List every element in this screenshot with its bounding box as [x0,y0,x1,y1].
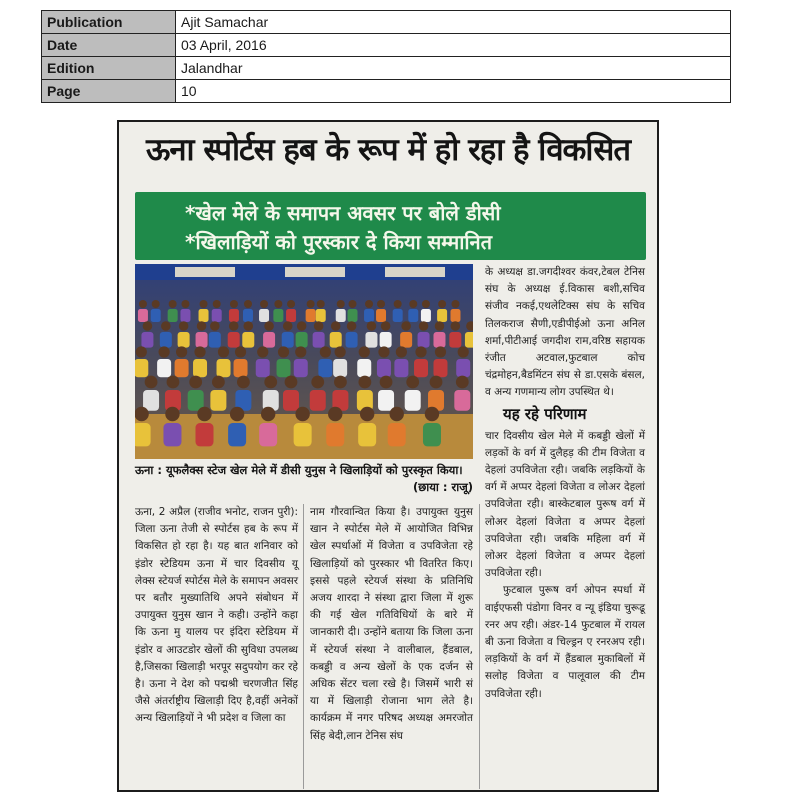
person-head [295,407,309,421]
person-head [264,376,277,389]
person-head [419,321,429,331]
person-figure [138,309,148,322]
photo-credit: (छाया : राजू) [412,480,473,494]
column-divider [479,504,480,789]
person-head [456,376,469,389]
person-figure [306,309,316,322]
person-figure [348,309,358,322]
person-head [197,407,211,421]
person-head [181,300,189,308]
person-head [425,407,439,421]
results-subheading: यह रहे परिणाम [503,404,587,423]
person-figure [408,309,418,322]
person-figure [259,309,269,322]
person-figure [336,309,346,322]
person-head [212,376,225,389]
person-head [257,346,268,357]
person-figure [259,423,277,446]
person-figure [433,332,445,348]
person-figure [160,332,172,348]
person-figure [310,390,326,411]
person-figure [286,309,296,322]
person-head [396,346,407,357]
person-head [317,300,325,308]
person-figure [313,332,325,348]
person-figure [143,390,159,411]
person-figure [163,423,181,446]
article-paragraph: फुटबाल पुरूष वर्ग ओपन स्पर्धा में वाईएफसी पंडोगा विनर व न्यू इंडिया चुरूढू रनर अप रही। अंडर-14 फुटबाल में रायल बी ऊना विजेता व चिल्ड्रन ए रनरअप रही। लड़कियों के वर्ग में हैंडबाल मुकाबिलों में सलोह विजेता व पालूवाल की टीम उपविजेता रही। [485,584,645,700]
metadata-row [42,80,731,103]
person-figure [449,332,461,348]
person-figure [273,309,283,322]
person-figure [283,390,299,411]
person-figure [465,332,473,348]
person-figure [294,359,308,377]
person-figure [450,309,460,322]
article-paragraph: ऊना, 2 अप्रैल (राजीव भनोट, राजन पुरी): जिला ऊना तेजी से स्पोर्टस हब के रूप में विकसित हो रहा है। यह बात शनिवार को इंडोर स्टेडियम ऊना में चार दिवसीय यू लेक्स स्टेयर्ज स्पोर्टस मेले के समापन अवसर पर बतौर मुख्यातिथि अपने संबोधन में उपायुक्त युनुस खान ने कही। उन्होंने कहा कि ऊना मु यालय पर इंदिरा स्टेडियम में इंडोर व आउटडोर खेलों की सुविधा उपलब्ध है,जिसका खिलाड़ी भरपूर सदुपयोग कर रहे है। ऊना ने देश को पद्मश्री चरणजीत सिंह जैसे अंतर्राष्ट्रीय खिलाड़ी दिए है,वहीं अनेकों अन्य खिलाड़ियों ने भी प्रदेश व जिला का [135,506,298,725]
person-figure [365,332,377,348]
person-head [438,300,446,308]
person-head [169,300,177,308]
photo-caption-text: ऊना : यूफलैक्स स्टेज खेल मेले में डीसी युनुस ने खिलाड़ियों को पुरस्कृत किया। [135,463,463,477]
person-head [235,346,246,357]
person-figure [199,309,209,322]
person-head [230,300,238,308]
person-head [165,407,179,421]
person-figure [193,359,207,377]
metadata-row [42,11,731,34]
person-figure [217,359,231,377]
person-figure [437,309,447,322]
person-figure [168,309,178,322]
person-figure [196,332,208,348]
person-head [179,321,189,331]
person-head [189,376,202,389]
person-head [422,300,430,308]
article-paragraph: चार दिवसीय खेल मेले में कबड्डी खेलों में लड़कों के वर्ग में दुलैहड़ की टीम विजेता व देहलां उपविजेता रही। जबकि लड़कियों के वर्ग में अप्पर देहलां विजेता व लोअर देहलां उपविजेता रही। बास्केटबाल पुरूष वर्ग में लोअर देहलां विजेता व अप्पर देहलां उपविजेता रही। जबकि महिला वर्ग में लोअर देहलां विजेता व अप्पर देहलां उपविजेता रही। [485,429,645,580]
person-figure [454,390,470,411]
person-figure [294,423,312,446]
person-head [218,346,229,357]
person-head [244,300,252,308]
column-divider [303,504,304,789]
person-head [145,376,158,389]
person-head [278,346,289,357]
article-column-2 [310,504,473,745]
person-head [135,407,149,421]
article-column-3 [485,264,645,703]
person-head [409,300,417,308]
person-head [415,346,426,357]
person-head [347,321,357,331]
person-head [136,346,147,357]
metadata-value: Ajit Samachar [176,11,731,34]
person-figure [242,332,254,348]
person-head [331,321,341,331]
person-head [320,346,331,357]
person-head [435,346,446,357]
person-figure [346,332,358,348]
person-head [451,300,459,308]
person-figure [212,309,222,322]
person-figure [333,359,347,377]
person-head [229,321,239,331]
person-head [458,346,469,357]
article-paragraph: नाम गौरवान्वित किया है। उपायुक्त युनुस खान ने स्पोर्टस मेले में आयोजित विभिन्न खेल स्पर्धाओं में विजेता व उपविजेता रहे खिलाड़ियों को पुरस्कार भी वितरित किए। इससे पहले स्टेयर्ज संस्था के प्रतिनिधि अजय शारदा ने संस्था द्वारा जिला में शुरू की गई खेल गतिविधियों के बारे में जानकारी दी। उन्होंने बताया कि जिला ऊना में स्टेयर्ज संस्था ने वालीबाल, हैंडबाल, कबड्डी व अन्य खेलों के एक दर्जन से अधिक सेंटर चला रखे है। जिसमें भारी सं या में खिलाड़ी रोजाना भाग लेते है। कार्यक्रम में नगर परिषद अध्यक्ष अमरजोत सिंह बेदी,लान टेनिस संघ [310,506,473,742]
metadata-value: 03 April, 2016 [176,34,731,57]
person-figure [135,423,151,446]
person-figure [433,359,447,377]
person-head [451,321,461,331]
person-head [210,321,220,331]
person-head [430,376,443,389]
metadata-value: 10 [176,80,731,103]
person-figure [234,359,248,377]
person-head [377,300,385,308]
person-head [390,407,404,421]
person-figure [296,332,308,348]
person-head [360,407,374,421]
person-head [237,376,250,389]
person-head [194,346,205,357]
person-figure [405,390,421,411]
metadata-value: Jalandhar [176,57,731,80]
person-figure [326,423,344,446]
person-head [381,321,391,331]
clipping-metadata-table [41,10,731,103]
person-figure [178,332,190,348]
article-headline: ऊना स्पोर्टस हब के रूप में हो रहा है विकसित [145,132,631,168]
person-head [260,300,268,308]
newspaper-clipping [117,120,659,792]
person-figure [421,309,431,322]
person-head [349,300,357,308]
person-figure [228,423,246,446]
person-head [401,321,411,331]
person-figure [151,309,161,322]
person-head [378,346,389,357]
person-head [143,321,153,331]
person-figure [229,309,239,322]
person-head [161,321,171,331]
person-head [159,346,170,357]
group-photo [135,264,473,459]
person-figure [157,359,171,377]
person-figure [180,309,190,322]
person-figure [210,390,226,411]
person-figure [376,309,386,322]
person-head [367,321,377,331]
person-head [295,346,306,357]
person-head [167,376,180,389]
person-head [314,321,324,331]
person-head [139,300,147,308]
photo-caption [135,462,473,496]
person-head [261,407,275,421]
person-head [285,376,298,389]
person-figure [418,332,430,348]
metadata-label: Publication [42,11,176,34]
person-figure [394,359,408,377]
person-head [328,407,342,421]
person-head [230,407,244,421]
person-head [365,300,373,308]
metadata-label: Date [42,34,176,57]
person-head [435,321,445,331]
person-figure [195,423,213,446]
person-head [380,376,393,389]
banner-line-1: *खेल मेले के समापन अवसर पर बोले डीसी [185,201,501,225]
person-head [406,376,419,389]
metadata-row [42,34,731,57]
person-figure [377,359,391,377]
person-head [176,346,187,357]
person-figure [364,309,374,322]
person-head [334,376,347,389]
person-head [358,376,371,389]
person-figure [316,309,326,322]
person-figure [358,423,376,446]
person-head [213,300,221,308]
person-figure [423,423,441,446]
crowd-photo-illustration [135,264,473,459]
person-head [311,376,324,389]
person-figure [330,332,342,348]
metadata-label: Edition [42,57,176,80]
person-figure [456,359,470,377]
person-head [394,300,402,308]
person-figure [388,423,406,446]
person-figure [380,332,392,348]
person-figure [175,359,189,377]
person-figure [393,309,403,322]
person-figure [141,332,153,348]
highlights-banner [135,192,646,260]
person-figure [263,332,275,348]
person-head [335,346,346,357]
metadata-label: Page [42,80,176,103]
person-figure [378,390,394,411]
person-figure [135,359,148,377]
person-figure [400,332,412,348]
person-figure [209,332,221,348]
person-head [243,321,253,331]
person-head [297,321,307,331]
person-figure [357,359,371,377]
person-head [264,321,274,331]
person-head [274,300,282,308]
person-head [337,300,345,308]
person-figure [277,359,291,377]
person-figure [243,309,253,322]
article-column-1 [135,504,298,728]
person-head [359,346,370,357]
person-head [197,321,207,331]
person-figure [318,359,332,377]
banner-line-2: *खिलाड़ियों को पुरस्कार दे किया सम्मानित [185,230,493,254]
person-figure [228,332,240,348]
person-head [307,300,315,308]
person-figure [414,359,428,377]
person-head [152,300,160,308]
person-head [200,300,208,308]
person-figure [282,332,294,348]
person-figure [256,359,270,377]
person-head [283,321,293,331]
person-head [287,300,295,308]
metadata-row [42,57,731,80]
article-paragraph: के अध्यक्ष डा.जगदीश्वर कंवर,टेबल टेनिस संघ के अध्यक्ष ई.विकास बशी,सचिव संजीव नकई,एथलेटिक्स संघ के सचिव तिलकराज सैणी,एडीपीईओ ऊना अनिल शर्मा,पीटीआई जगदीश राम,वरिष्ठ सहायक रंजीत अटवाल,फुटबाल कोच चंद्रमोहन,बैडमिंटन संघ से डा.एसके बंसल, व अन्य गणमान्य लोग उपस्थित थे। [485,266,645,399]
